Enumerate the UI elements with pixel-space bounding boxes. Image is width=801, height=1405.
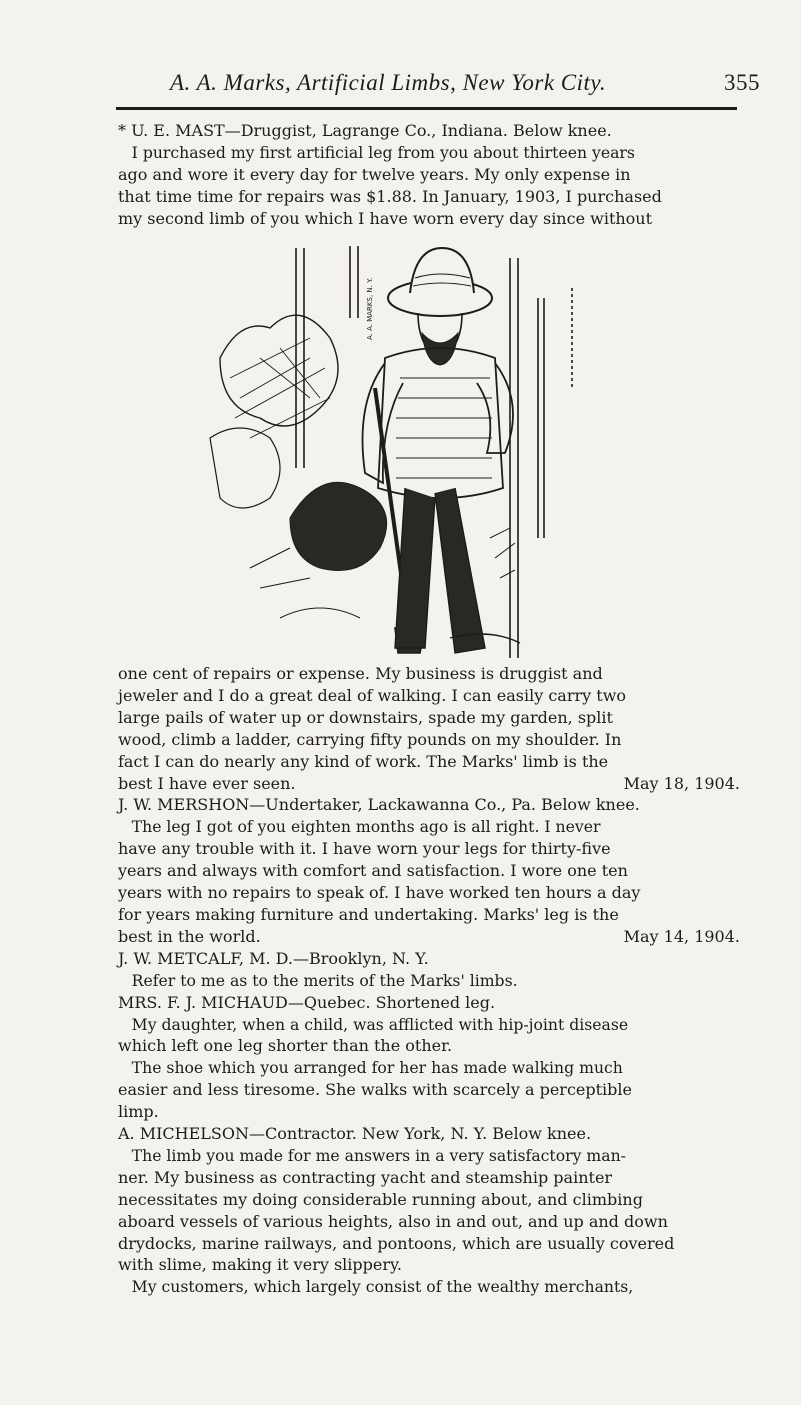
shirt-hatching xyxy=(396,378,492,478)
text-line: drydocks, marine railways, and pontoons, which are usually covered xyxy=(118,1233,675,1253)
left-leg xyxy=(395,488,435,648)
text-line: fact I can do nearly any kind of work. The Marks' limb is the xyxy=(118,751,609,771)
bush-dark xyxy=(290,482,387,570)
text-line: have any trouble with it. I have worn your legs for thirty-five xyxy=(118,839,611,859)
figure-caption: A. A. MARKS, N. Y. xyxy=(366,277,374,340)
text-line: best I have ever seen. xyxy=(118,773,296,793)
shrubbery xyxy=(210,428,280,508)
right-leg xyxy=(435,488,485,653)
engraving-illustration xyxy=(200,238,592,658)
dateline xyxy=(118,926,740,948)
text-line: I purchased my first artificial leg from you about thirteen years xyxy=(131,142,635,162)
text-line: jeweler and I do a great deal of walking. I can easily carry two xyxy=(118,685,627,705)
shrubbery-hatching xyxy=(230,338,330,438)
text-line: The shoe which you arranged for her has made walking much xyxy=(131,1058,623,1078)
text-line: years and always with comfort and satisfaction. I wore one ten xyxy=(118,861,628,881)
testimonial-heading: * U. E. MAST—Druggist, Lagrange Co., Indiana. Below knee. xyxy=(118,121,612,140)
text-line: years with no repairs to speak of. I have worked ten hours a day xyxy=(118,883,641,903)
text-line: necessitates my doing considerable running about, and climbing xyxy=(118,1189,643,1209)
text-line: that time time for repairs was $1.88. In January, 1903, I purchased xyxy=(118,186,662,206)
text-line: large pails of water up or downstairs, spade my garden, split xyxy=(118,707,613,727)
text-line: My customers, which largely consist of the wealthy merchants, xyxy=(131,1277,634,1297)
header-rule xyxy=(116,107,737,110)
torso xyxy=(378,348,503,498)
text-line: ner. My business as contracting yacht and steamship painter xyxy=(118,1167,613,1187)
testimonial-heading: J. W. METCALF, M. D.—Brooklyn, N. Y. xyxy=(118,948,429,968)
testimonial-heading: MRS. F. J. MICHAUD—Quebec. Shortened leg. xyxy=(118,992,496,1012)
text-line: aboard vessels of various heights, also in and out, and up and down xyxy=(118,1211,668,1231)
text-line: for years making furniture and undertaking. Marks' leg is the xyxy=(118,904,619,924)
text-line: one cent of repairs or expense. My business is druggist and xyxy=(118,664,603,683)
testimonial-text-lower xyxy=(118,663,740,1298)
text-line: best in the world. xyxy=(118,926,261,946)
page-number: 355 xyxy=(724,70,760,95)
date: May 18, 1904. xyxy=(623,773,740,793)
text-line: Refer to me as to the merits of the Marks' limbs. xyxy=(131,970,518,990)
running-title: A. A. Marks, Artificial Limbs, New York City. xyxy=(170,70,607,95)
text-line: My daughter, when a child, was afflicted with hip-joint disease xyxy=(131,1014,629,1034)
testimonial-heading: A. MICHELSON—Contractor. New York, N. Y. Below knee. xyxy=(118,1124,592,1144)
dateline xyxy=(118,773,740,795)
testimonial-mast-top xyxy=(118,120,740,230)
text-line: easier and less tiresome. She walks with scarcely a perceptible xyxy=(118,1080,632,1100)
text-line: ago and wore it every day for twelve years. My only expense in xyxy=(118,164,631,184)
text-line: with slime, making it very slippery. xyxy=(118,1255,403,1275)
date: May 14, 1904. xyxy=(623,926,740,946)
hat-crown xyxy=(410,248,474,293)
text-line: my second limb of you which I have worn every day since without xyxy=(118,208,653,228)
text-line: limp. xyxy=(118,1102,159,1122)
text-line: which left one leg shorter than the other. xyxy=(118,1036,453,1056)
text-line: The limb you made for me answers in a very satisfactory man- xyxy=(131,1145,626,1165)
grass-strokes xyxy=(490,528,515,578)
text-line: wood, climb a ladder, carrying fifty pounds on my shoulder. In xyxy=(118,729,622,749)
testimonial-heading: J. W. MERSHON—Undertaker, Lackawanna Co., Pa. Below knee. xyxy=(118,795,640,815)
text-line: The leg I got of you eighten months ago is all right. I never xyxy=(131,817,601,837)
right-arm xyxy=(477,363,513,453)
